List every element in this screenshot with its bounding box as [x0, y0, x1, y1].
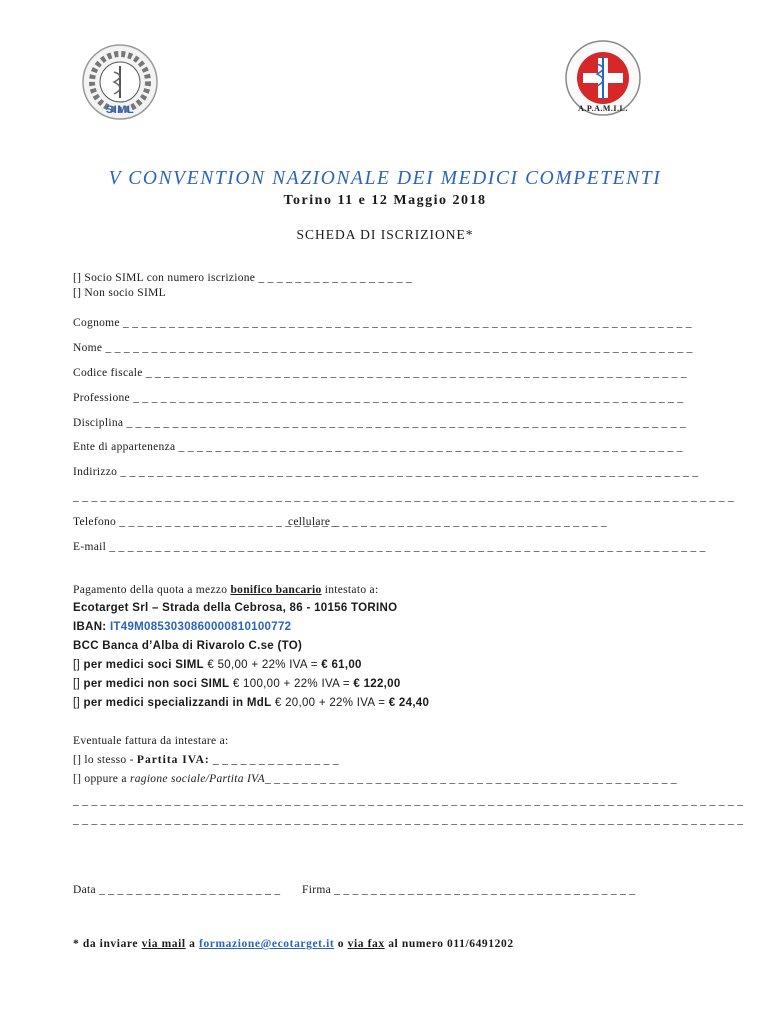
event-date: Torino 11 e 12 Maggio 2018 [283, 193, 487, 208]
footer-note: * da inviare via mail a formazione@ecotarget.it o via fax al numero 011/6491202 [73, 938, 514, 950]
telefono-field[interactable]: Telefono _ _ _ _ _ _ _ _ _ _ _ _ _ _ _ _ _ _ _ _ _ _ _ _ [73, 516, 338, 528]
email-field[interactable]: E-mail _ _ _ _ _ _ _ _ _ _ _ _ _ _ _ _ _ _ _ _ _ _ _ _ _ _ _ _ _ _ _ _ _ _ _ _ _ _ _ _ _ _ _ _ _ _ _ _ _ _ _ _ _ _ _ _ _ _ _ _ _ _ _ _ _ [73, 541, 706, 553]
payment-beneficiary: Ecotarget Srl – Strada della Cebrosa, 86 - 10156 TORINO [73, 602, 398, 614]
quota-non-soci-option[interactable]: [] per medici non soci SIML € 100,00 + 22% IVA = € 122,00 [73, 678, 401, 690]
payment-iban: IBAN: IT49M0853030860000810100772 [73, 621, 292, 633]
ente-field[interactable]: Ente di appartenenza _ _ _ _ _ _ _ _ _ _ _ _ _ _ _ _ _ _ _ _ _ _ _ _ _ _ _ _ _ _ _ _ _ _ _ _ _ _ _ _ _ _ _ _ _ _ _ _ _ _ _ _ _ _ _ [73, 441, 683, 453]
siml-logo [78, 42, 162, 126]
indirizzo-field[interactable]: Indirizzo _ _ _ _ _ _ _ _ _ _ _ _ _ _ _ _ _ _ _ _ _ _ _ _ _ _ _ _ _ _ _ _ _ _ _ _ _ _ _ _ _ _ _ _ _ _ _ _ _ _ _ _ _ _ _ _ _ _ _ _ _ _ _ [73, 466, 699, 478]
invoice-other-option[interactable]: [] oppure a ragione sociale/Partita IVA_ _ _ _ _ _ _ _ _ _ _ _ _ _ _ _ _ _ _ _ _ _ _ _ _ _ _ _ _ _ _ _ _ _ _ _ _ _ _ _ _ _ _ _ _ [73, 773, 677, 785]
apamil-logo [562, 38, 644, 120]
invoice-same-option[interactable]: [] lo stesso - Partita IVA: _ _ _ _ _ _ _ _ _ _ _ _ _ _ [73, 754, 339, 766]
codice-fiscale-field[interactable]: Codice fiscale _ _ _ _ _ _ _ _ _ _ _ _ _ _ _ _ _ _ _ _ _ _ _ _ _ _ _ _ _ _ _ _ _ _ _ _ _ _ _ _ _ _ _ _ _ _ _ _ _ _ _ _ _ _ _ _ _ _ _ [73, 367, 687, 379]
firma-field[interactable]: Firma _ _ _ _ _ _ _ _ _ _ _ _ _ _ _ _ _ _ _ _ _ _ _ _ _ _ _ _ _ _ _ _ _ [302, 884, 636, 896]
disciplina-field[interactable]: Disciplina _ _ _ _ _ _ _ _ _ _ _ _ _ _ _ _ _ _ _ _ _ _ _ _ _ _ _ _ _ _ _ _ _ _ _ _ _ _ _ _ _ _ _ _ _ _ _ _ _ _ _ _ _ _ _ _ _ _ _ _ _ [73, 417, 686, 429]
siml-logo-text: SIML [105, 104, 135, 116]
non-socio-siml-option[interactable]: [] Non socio SIML [73, 287, 166, 299]
payment-bank: BCC Banca d’Alba di Rivarolo C.se (TO) [73, 640, 303, 652]
form-title: SCHEDA DI ISCRIZIONE* [296, 227, 474, 242]
nome-field[interactable]: Nome _ _ _ _ _ _ _ _ _ _ _ _ _ _ _ _ _ _ _ _ _ _ _ _ _ _ _ _ _ _ _ _ _ _ _ _ _ _ _ _ _ _ _ _ _ _ _ _ _ _ _ _ _ _ _ _ _ _ _ _ _ _ _ _ [73, 342, 693, 354]
data-field[interactable]: Data _ _ _ _ _ _ _ _ _ _ _ _ _ _ _ _ _ _ _ _ [73, 884, 281, 896]
socio-siml-option[interactable]: [] Socio SIML con numero iscrizione _ _ _ _ _ _ _ _ _ _ _ _ _ _ _ _ _ [73, 272, 413, 284]
indirizzo-continuation-field[interactable]: _ _ _ _ _ _ _ _ _ _ _ _ _ _ _ _ _ _ _ _ _ _ _ _ _ _ _ _ _ _ _ _ _ _ _ _ _ _ _ _ _ _ _ _ _ _ _ _ _ _ _ _ _ _ _ _ _ _ _ _ _ _ _ _ _ _ _ _ _ _ _ _ [73, 491, 735, 503]
apamil-logo-text: A.P.A.M.I.L. [578, 104, 628, 113]
invoice-line-1[interactable]: _ _ _ _ _ _ _ _ _ _ _ _ _ _ _ _ _ _ _ _ _ _ _ _ _ _ _ _ _ _ _ _ _ _ _ _ _ _ _ _ _ _ _ _ _ _ _ _ _ _ _ _ _ _ _ _ _ _ _ _ _ _ _ _ _ _ _ _ _ _ _ _ _ [73, 795, 744, 807]
invoice-line-2[interactable]: _ _ _ _ _ _ _ _ _ _ _ _ _ _ _ _ _ _ _ _ _ _ _ _ _ _ _ _ _ _ _ _ _ _ _ _ _ _ _ _ _ _ _ _ _ _ _ _ _ _ _ _ _ _ _ _ _ _ _ _ _ _ _ _ _ _ _ _ _ _ _ _ _ [73, 814, 744, 826]
email-link[interactable]: formazione@ecotarget.it [199, 938, 335, 950]
professione-field[interactable]: Professione _ _ _ _ _ _ _ _ _ _ _ _ _ _ _ _ _ _ _ _ _ _ _ _ _ _ _ _ _ _ _ _ _ _ _ _ _ _ _ _ _ _ _ _ _ _ _ _ _ _ _ _ _ _ _ _ _ _ _ _ [73, 392, 684, 404]
quota-specializzandi-option[interactable]: [] per medici specializzandi in MdL € 20,00 + 22% IVA = € 24,40 [73, 697, 430, 709]
page-title: V CONVENTION NAZIONALE DEI MEDICI COMPETENTI [108, 168, 662, 189]
cellulare-field[interactable]: cellulare _ _ _ _ _ _ _ _ _ _ _ _ _ _ _ _ _ _ _ _ _ _ _ _ _ _ _ _ _ _ [288, 516, 608, 528]
payment-intro: Pagamento della quota a mezzo bonifico bancario intestato a: [73, 584, 379, 596]
quota-soci-option[interactable]: [] per medici soci SIML € 50,00 + 22% IVA = € 61,00 [73, 659, 362, 671]
invoice-intro: Eventuale fattura da intestare a: [73, 735, 229, 747]
cognome-field[interactable]: Cognome _ _ _ _ _ _ _ _ _ _ _ _ _ _ _ _ _ _ _ _ _ _ _ _ _ _ _ _ _ _ _ _ _ _ _ _ _ _ _ _ _ _ _ _ _ _ _ _ _ _ _ _ _ _ _ _ _ _ _ _ _ _ [73, 317, 692, 329]
